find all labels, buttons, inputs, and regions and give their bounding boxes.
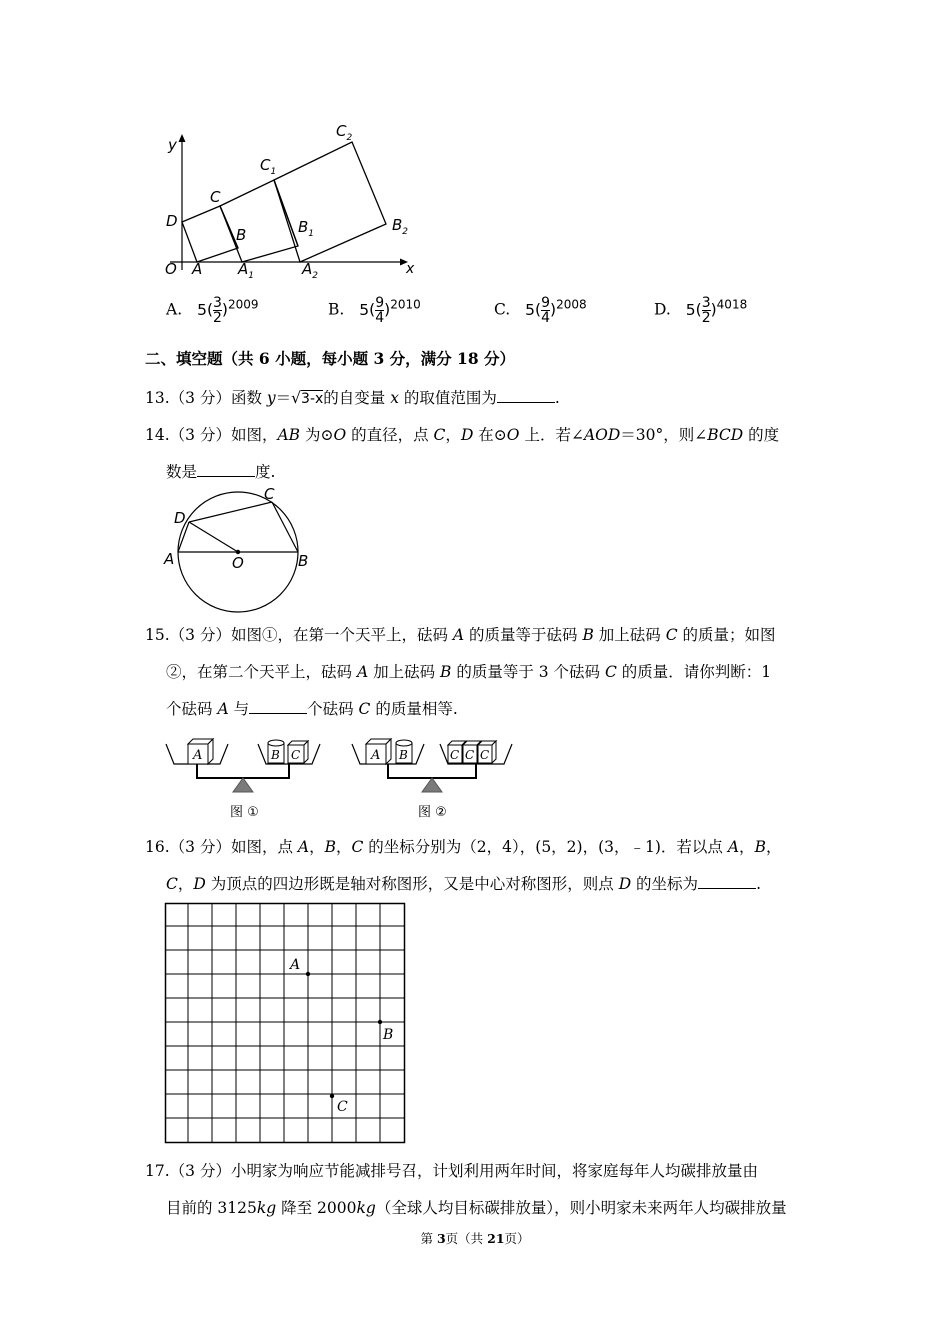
q12-figure <box>160 122 430 282</box>
label-C2: $C_2$ <box>336 122 353 143</box>
q13-answer-blank[interactable] <box>497 388 555 403</box>
point-A <box>306 972 310 976</box>
q12-option-d[interactable]: D. 5( $\frac{3}{2}$ )$^{4018}$ <box>654 295 748 326</box>
label-O: O <box>232 554 244 572</box>
q14-figure <box>160 484 320 614</box>
q13: 13.（3 分）函数 y＝√3-x的自变量 x 的取值范围为 . <box>145 389 560 407</box>
label-B1: $B_1$ <box>298 218 315 239</box>
weight-C <box>288 741 308 763</box>
label-B: B <box>383 1027 394 1043</box>
label-C1: $C_1$ <box>260 156 277 177</box>
square-ABCD <box>182 206 238 262</box>
label-A: A <box>164 550 175 568</box>
weight-A-label: A <box>371 748 381 763</box>
q14-line2: 数是 度. <box>166 463 276 481</box>
q16-answer-blank[interactable] <box>698 874 756 889</box>
q12-option-c[interactable]: C. 5( $\frac{9}{4}$ )$^{2008}$ <box>494 295 587 326</box>
label-B: B <box>298 552 309 570</box>
weight-B <box>268 740 284 763</box>
weight-B-label: B <box>399 748 408 762</box>
weight-C-label: C <box>465 748 475 762</box>
weight-A <box>188 739 213 764</box>
label-C: C <box>264 485 275 503</box>
label-B: B <box>236 226 247 244</box>
q15-line3: 个砝码 A 与 个砝码 C 的质量相等. <box>166 700 458 718</box>
q15-line1: 15.（3 分）如图①，在第一个天平上，砝码 A 的质量等于砝码 B 加上砝码 C 的质量；如图 <box>145 626 776 644</box>
weight-C-label: C <box>480 748 490 762</box>
q14-answer-blank[interactable] <box>197 462 255 477</box>
q16-line1: 16.（3 分）如图，点 A，B，C 的坐标分别为（2，4），(5，2)，(3，﹣1)．若以点 A，B， <box>145 838 782 856</box>
balance-2 <box>352 739 512 820</box>
page-footer: 第 3页（共 21页） <box>420 1231 530 1246</box>
square-A2B2C2 <box>274 142 386 262</box>
weight-C <box>478 741 496 763</box>
q15-answer-blank[interactable] <box>249 699 307 714</box>
q17-line2: 目前的 3125kg 降至 2000kg（全球人均目标碳排放量），则小明家未来两年人均碳排放量 <box>166 1199 787 1217</box>
figure-1-caption: 图 ① <box>230 805 259 820</box>
label-x: x <box>406 261 415 277</box>
point-C <box>330 1094 334 1098</box>
q12-option-a[interactable]: A. 5( $\frac{3}{2}$ )$^{2009}$ <box>166 295 259 326</box>
y-axis-arrow <box>179 134 186 142</box>
label-D: D <box>166 212 178 230</box>
q15-figure <box>160 730 520 822</box>
weight-A-label: A <box>193 748 203 763</box>
segment-CB <box>272 502 298 552</box>
point-B <box>378 1020 382 1024</box>
weight-A <box>366 739 391 764</box>
weight-C-label: C <box>450 748 460 762</box>
label-D: D <box>174 509 186 527</box>
q17-line1: 17.（3 分）小明家为响应节能减排号召，计划利用两年时间，将家庭每年人均碳排放量由 <box>145 1162 758 1180</box>
q16-grid-figure <box>164 902 408 1146</box>
label-C: C <box>210 188 221 206</box>
balance-1 <box>166 739 320 820</box>
label-A: A <box>290 957 301 973</box>
label-C: C <box>337 1099 348 1115</box>
label-A1: $A_1$ <box>238 260 254 281</box>
label-A: A <box>192 260 203 278</box>
label-O: O <box>165 260 177 278</box>
q14-line1: 14.（3 分）如图，AB 为⊙O 的直径，点 C，D 在⊙O 上．若∠AOD＝30°，则∠BCD 的度 <box>145 426 780 444</box>
label-y: y <box>168 136 177 154</box>
figure-2-caption: 图 ② <box>418 805 447 820</box>
label-A2: $A_2$ <box>302 260 318 281</box>
weight-C-label: C <box>291 748 301 762</box>
weight-B-label: B <box>271 748 280 762</box>
grid-border <box>166 904 405 1143</box>
segment-DO <box>189 522 238 552</box>
q15-line2: ②，在第二个天平上，砝码 A 加上砝码 B 的质量等于 3 个砝码 C 的质量．请你判断：1 <box>166 663 772 681</box>
label-B2: $B_2$ <box>392 216 409 237</box>
q12-option-b[interactable]: B. 5( $\frac{9}{4}$ )$^{2010}$ <box>328 295 421 326</box>
q12-options <box>166 296 826 336</box>
q16-line2: C，D 为顶点的四边形既是轴对称图形，又是中心对称图形，则点 D 的坐标为 . <box>166 875 761 893</box>
weight-B <box>396 740 412 763</box>
section2-title: 二、填空题（共 6 小题，每小题 3 分，满分 18 分） <box>145 349 516 368</box>
